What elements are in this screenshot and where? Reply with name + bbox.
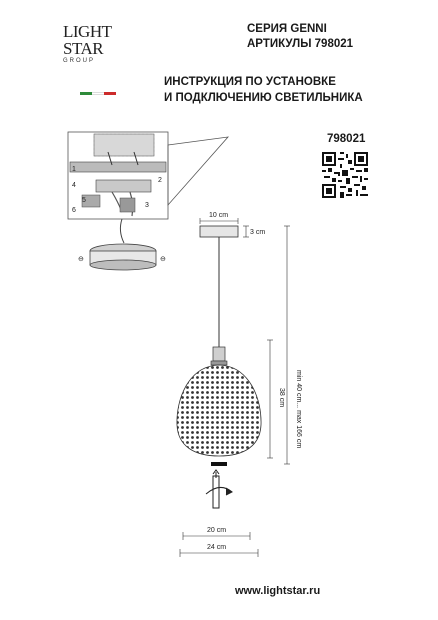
svg-text:⊖: ⊖ [160,256,166,263]
dim-canopy-width: 10 cm [209,212,229,219]
callout-4: 4 [72,182,76,189]
callout-1: 1 [72,166,76,173]
instruction-line-2: И ПОДКЛЮЧЕНИЮ СВЕТИЛЬНИКА [164,92,363,104]
website-url[interactable]: www.lightstar.ru [235,585,321,597]
instruction-line-1: ИНСТРУКЦИЯ ПО УСТАНОВКЕ [164,76,336,88]
canopy-detail [78,219,166,270]
callout-3: 3 [145,202,149,209]
logo-line-1: LIGHT [63,22,112,41]
bulb-rotate-icon [206,470,232,508]
article-numbers: АРТИКУЛЫ 798021 [247,38,354,50]
dim-overall-width: 24 cm [207,544,227,551]
callout-2: 2 [158,177,162,184]
article-code: 798021 [327,133,366,145]
mounting-detail [68,132,228,219]
dim-canopy-height: 3 cm [250,229,266,236]
callout-6: 6 [72,207,76,214]
logo-line-2: STAR [63,39,104,58]
series-name: СЕРИЯ GENNI [247,23,327,35]
dim-shade-diameter: 20 cm [207,527,227,534]
logo-line-3: GROUP [63,58,96,64]
dim-shade-height: 38 cm [278,388,285,408]
pendant-lamp [177,226,261,466]
callout-5: 5 [82,197,86,204]
dim-total-height: min 40 cm... max 166 cm [295,370,302,449]
svg-text:⊖: ⊖ [78,256,84,263]
